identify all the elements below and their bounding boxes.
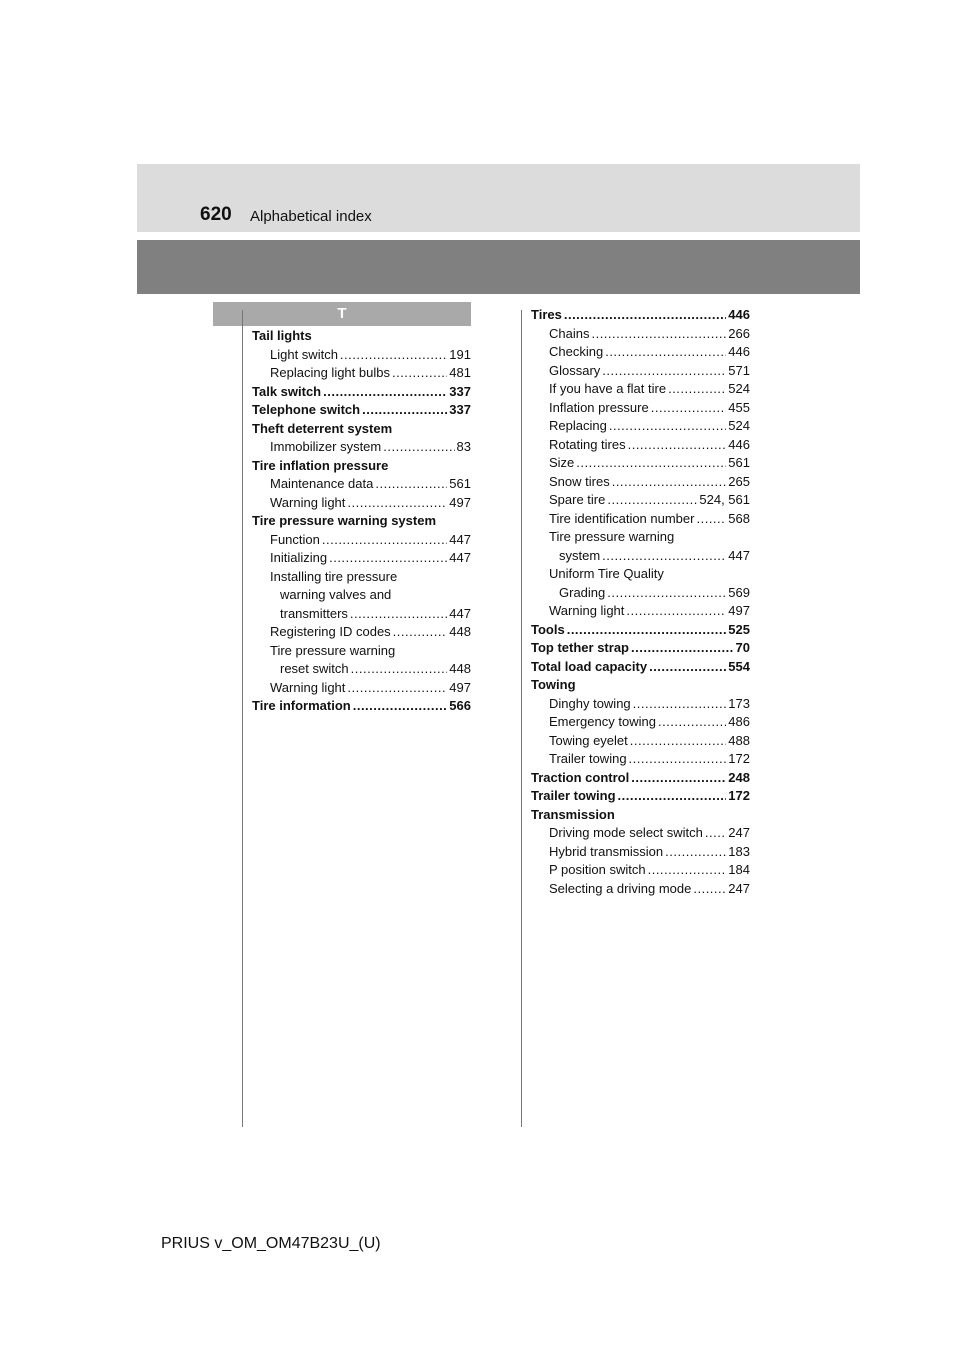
entry-page-number: 172	[728, 751, 750, 766]
leader-dots	[628, 436, 727, 455]
leader-dots	[651, 399, 727, 418]
index-subentry	[531, 547, 750, 566]
index-subentry-text: Installing tire pressure	[270, 568, 398, 584]
entry-page-number: 497	[449, 494, 471, 510]
entry-page-number: 337	[449, 402, 471, 417]
entry-label: Maintenance data	[270, 476, 374, 491]
index-subentry	[252, 623, 471, 642]
entry-page-number: 446	[728, 344, 750, 359]
entry-label: Function	[270, 531, 320, 547]
entry-label: Telephone switch	[252, 402, 361, 417]
index-subentry	[252, 660, 471, 679]
index-subentry	[252, 346, 471, 365]
index-subentry	[531, 343, 750, 362]
entry-page-number: 524	[728, 418, 750, 433]
entry-label: Tire information	[252, 698, 351, 713]
entry-label: If you have a flat tire	[549, 381, 667, 396]
entry-label: Tools	[531, 621, 565, 637]
leader-dots	[602, 547, 726, 566]
leader-dots	[658, 713, 726, 732]
entry-page-number: 172	[728, 788, 750, 803]
index-heading: Tire inflation pressure	[252, 457, 389, 473]
index-subentry	[252, 549, 471, 568]
entry-label: Light switch	[270, 346, 338, 362]
entry-label: Warning light	[549, 603, 625, 618]
index-subentry	[531, 380, 750, 399]
entry-page-number: 448	[449, 624, 471, 639]
section-band	[137, 240, 860, 294]
leader-dots	[630, 732, 727, 751]
entry-page-number: 184	[728, 862, 750, 877]
entry-page-number: 183	[728, 843, 750, 859]
entry-label: Replacing light bulbs	[270, 365, 390, 380]
index-entry	[252, 697, 471, 716]
leader-dots	[347, 679, 447, 698]
entry-page-number: 337	[449, 383, 471, 399]
leader-dots	[347, 494, 447, 513]
index-entry	[531, 769, 750, 788]
entry-page-number: 70	[735, 640, 750, 655]
entry-label: P position switch	[549, 862, 646, 877]
leader-dots	[353, 697, 448, 716]
entry-label: Top tether strap	[531, 640, 629, 655]
entry-page-number: 447	[728, 547, 750, 563]
index-entry	[252, 383, 471, 402]
entry-page-number: 561	[449, 476, 471, 491]
leader-dots	[631, 639, 734, 658]
index-subentry-text: Tire pressure warning	[270, 642, 396, 658]
entry-page-number: 83	[456, 439, 471, 454]
entry-label: Hybrid transmission	[549, 843, 664, 859]
leader-dots	[607, 491, 697, 510]
document-code-footer: PRIUS v_OM_OM47B23U_(U)	[161, 1235, 381, 1252]
leader-dots	[693, 880, 726, 899]
entry-page-number: 448	[449, 661, 471, 676]
index-entry	[531, 639, 750, 658]
index-subentry	[252, 438, 471, 457]
entry-page-number: 455	[728, 399, 750, 415]
entry-page-number: 568	[728, 510, 750, 526]
leader-dots	[567, 621, 727, 640]
entry-page-number: 266	[728, 325, 750, 341]
leader-dots	[705, 824, 726, 843]
entry-label: Warning light	[270, 494, 346, 510]
leader-dots	[618, 787, 727, 806]
entry-label: Grading	[559, 584, 606, 600]
entry-label: transmitters	[280, 605, 348, 621]
entry-page-number: 525	[728, 621, 750, 637]
index-subentry	[531, 824, 750, 843]
entry-page-number: 247	[728, 880, 750, 896]
leader-dots	[629, 750, 727, 769]
entry-label: Trailer towing	[549, 751, 627, 766]
leader-dots	[362, 401, 447, 420]
index-subentry	[531, 584, 750, 603]
leader-dots	[605, 343, 726, 362]
leader-dots	[322, 531, 447, 550]
index-entry	[531, 621, 750, 640]
entry-label: Selecting a driving mode	[549, 880, 692, 896]
entry-page-number: 447	[449, 550, 471, 565]
entry-label: Dinghy towing	[549, 695, 631, 711]
index-subentry	[531, 843, 750, 862]
leader-dots	[668, 380, 726, 399]
index-heading: Towing	[531, 677, 576, 692]
leader-dots	[612, 473, 727, 492]
entry-page-number: 571	[728, 362, 750, 378]
entry-page-number: 447	[449, 531, 471, 547]
entry-page-number: 447	[449, 605, 471, 621]
index-subentry-text: Uniform Tire Quality	[549, 566, 664, 581]
index-subentry	[531, 436, 750, 455]
entry-label: Tires	[531, 307, 562, 322]
leader-dots	[351, 660, 448, 679]
entry-page-number: 497	[728, 603, 750, 618]
index-heading: Transmission	[531, 806, 615, 822]
leader-dots	[609, 417, 726, 436]
index-heading: Tail lights	[252, 328, 312, 343]
leader-dots	[383, 438, 454, 457]
index-subentry	[252, 475, 471, 494]
index-subentry	[252, 531, 471, 550]
entry-label: Registering ID codes	[270, 624, 391, 639]
leader-dots	[607, 584, 726, 603]
entry-label: Trailer towing	[531, 788, 616, 803]
leader-dots	[631, 769, 726, 788]
entry-page-number: 446	[728, 307, 750, 322]
index-column-right	[531, 306, 750, 898]
section-letter-bar: T	[213, 302, 471, 326]
entry-page-number: 554	[728, 658, 750, 674]
index-heading: Tire pressure warning system	[252, 513, 437, 528]
leader-dots	[392, 364, 447, 383]
leader-dots	[375, 475, 447, 494]
entry-page-number: 481	[449, 365, 471, 380]
entry-label: Rotating tires	[549, 436, 626, 452]
column-divider-right	[521, 310, 522, 1127]
index-subentry	[531, 325, 750, 344]
entry-page-number: 524, 561	[699, 492, 750, 507]
entry-label: Traction control	[531, 769, 630, 785]
entry-label: Emergency towing	[549, 714, 656, 729]
leader-dots	[633, 695, 727, 714]
entry-label: Glossary	[549, 362, 601, 378]
page-title: Alphabetical index	[250, 208, 372, 225]
leader-dots	[665, 843, 726, 862]
index-subentry	[252, 364, 471, 383]
leader-dots	[576, 454, 726, 473]
leader-dots	[323, 383, 447, 402]
index-column-left	[252, 327, 471, 716]
leader-dots	[329, 549, 447, 568]
column-divider-left	[242, 310, 243, 1127]
entry-page-number: 191	[449, 346, 471, 362]
index-subentry	[531, 880, 750, 899]
index-subentry	[531, 491, 750, 510]
entry-page-number: 446	[728, 436, 750, 452]
entry-label: Snow tires	[549, 473, 610, 489]
leader-dots	[602, 362, 726, 381]
entry-page-number: 566	[449, 698, 471, 713]
entry-page-number: 497	[449, 679, 471, 695]
entry-label: Warning light	[270, 679, 346, 695]
index-subentry	[531, 732, 750, 751]
leader-dots	[350, 605, 447, 624]
entry-label: Total load capacity	[531, 658, 648, 674]
entry-page-number: 569	[728, 584, 750, 600]
leader-dots	[564, 306, 726, 325]
leader-dots	[648, 861, 727, 880]
index-entry	[252, 401, 471, 420]
index-subentry	[252, 494, 471, 513]
entry-label: Driving mode select switch	[549, 825, 703, 840]
index-subentry-text: Tire pressure warning	[549, 529, 675, 544]
entry-page-number: 486	[728, 714, 750, 729]
entry-label: Talk switch	[252, 383, 322, 399]
entry-label: system	[559, 547, 601, 563]
index-subentry	[252, 679, 471, 698]
index-heading: Theft deterrent system	[252, 420, 393, 436]
index-subentry	[531, 750, 750, 769]
index-subentry	[531, 713, 750, 732]
leader-dots	[649, 658, 726, 677]
entry-page-number: 248	[728, 769, 750, 785]
entry-label: Towing eyelet	[549, 732, 628, 748]
entry-label: Size	[549, 455, 575, 470]
entry-label: Immobilizer system	[270, 439, 382, 454]
entry-page-number: 265	[728, 473, 750, 489]
index-subentry	[531, 861, 750, 880]
index-subentry	[531, 602, 750, 621]
entry-label: Checking	[549, 344, 604, 359]
index-entry	[531, 658, 750, 677]
header-band	[137, 164, 860, 232]
entry-page-number: 488	[728, 732, 750, 748]
entry-page-number: 561	[728, 455, 750, 470]
index-subentry	[531, 362, 750, 381]
index-subentry	[531, 417, 750, 436]
index-subentry	[531, 454, 750, 473]
leader-dots	[340, 346, 447, 365]
leader-dots	[393, 623, 448, 642]
entry-label: Tire identification number	[549, 510, 695, 526]
index-subentry	[252, 605, 471, 624]
index-subentry	[531, 510, 750, 529]
entry-page-number: 173	[728, 695, 750, 711]
entry-page-number: 524	[728, 381, 750, 396]
entry-label: Initializing	[270, 550, 328, 565]
page-number: 620	[200, 204, 232, 225]
index-subentry	[531, 695, 750, 714]
index-entry	[531, 306, 750, 325]
entry-label: Replacing	[549, 418, 607, 433]
entry-page-number: 247	[728, 825, 750, 840]
leader-dots	[591, 325, 726, 344]
entry-label: Inflation pressure	[549, 399, 649, 415]
index-subentry-text: warning valves and	[280, 587, 392, 602]
index-entry	[531, 787, 750, 806]
index-subentry	[531, 473, 750, 492]
entry-label: Chains	[549, 325, 590, 341]
entry-label: reset switch	[280, 661, 349, 676]
entry-label: Spare tire	[549, 492, 606, 507]
leader-dots	[626, 602, 726, 621]
leader-dots	[696, 510, 726, 529]
index-subentry	[531, 399, 750, 418]
